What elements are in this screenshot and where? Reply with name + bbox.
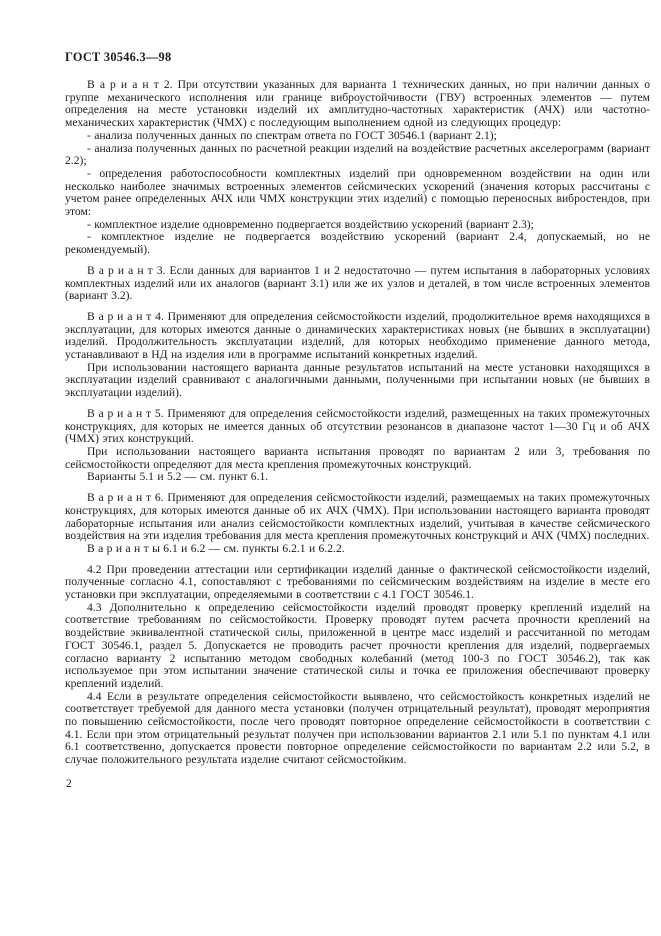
list-item-operability-check: - определения работоспособности комплектных изделий при одновременном воздействии на один или несколько наиболее значимых встроенных элементов сейсмических ускорений (значения которых рассчитаны с учетом ранее определенных АЧХ или ЧМХ конструкции этих изделий) с помощью переносных вибростендов, при этом: <box>65 166 650 219</box>
paragraph-variant-2: В а р и а н т 2. При отсутствии указанных для варианта 1 технических данных, но при наличии данных о группе механического исполнения или границе виброустойчивости (ГВУ) встроенных элементов — путем определения на месте установки изделий их амплитудно-частотных характеристик (АЧХ) или частотно-механических характеристик (ЧМХ) с последующим выполнением одной из следующих процедур: <box>65 78 650 130</box>
list-item-complete-unit-not-exposed: - комплектное изделие не подвергается воздействию ускорений (вариант 2.4, допускаемый, но не рекомендуемый). <box>65 230 650 257</box>
paragraph-clause-4-4: 4.4 Если в результате определения сейсмостойкости выявлено, что сейсмостойкость конкретных изделий не соответствует требуемой для данного места установки (получен отрицательный результат), проводят мероприятия по повышению сейсмостойкости, после чего проводят повторное определение сейсмостойкости в соответствии с 4.1. Если при этом отрицательный результат получен при использовании вариантов 2.1 или 5.1 по пунктам 4.1 или 6.1 соответственно, допускается провести повторное определение сейсмостойкости по вариантам 2.2 или 5.2, в случае положительного результата изделие считают сейсмостойким. <box>65 689 650 767</box>
paragraph-variant-5-note: При использовании настоящего варианта испытания проводят по вариантам 2 или 3, требования по сейсмостойкости определяют для места крепления промежуточных конструкций. <box>65 444 650 471</box>
paragraph-variant-4-note: При использовании настоящего варианта данные результатов испытаний на месте установки находящихся в эксплуатации изделий сравнивают с аналогичными данными, полученными при испытании новых (не бывших в эксплуатации изделий). <box>65 360 650 400</box>
paragraph-variants-5-1-5-2: Варианты 5.1 и 5.2 — см. пункт 6.1. <box>87 470 269 484</box>
page-number: 2 <box>66 777 72 790</box>
paragraph-variant-3: В а р и а н т 3. Если данных для вариантов 1 и 2 недостаточно — путем испытания в лабораторных условиях комплектных изделий или их аналогов (вариант 3.1) или же их узлов и деталей, в том числе встроенных элементов (вариант 3.2). <box>65 263 650 303</box>
document-number: ГОСТ 30546.3—98 <box>65 50 172 64</box>
paragraph-variants-6-1-6-2: В а р и а н т ы 6.1 и 6.2 — см. пункты 6.2.1 и 6.2.2. <box>87 541 345 555</box>
paragraph-variant-6: В а р и а н т 6. Применяют для определения сейсмостойкости изделий, размещаемых на таких промежуточных конструкциях, для которых имеются данные об их АЧХ (ЧМХ). При использовании настоящего варианта проводят лабораторные испытания или анализ сейсмостойкости комплектных изделий, учитывая в качестве сейсмического воздействия на эти изделия требования для места крепления промежуточных конструкций и АЧХ (ЧМХ) последних. <box>65 491 650 543</box>
paragraph-clause-4-3: 4.3 Дополнительно к определению сейсмостойкости изделий проводят проверку креплений изделий на соответствие требованиям по сейсмостойкости. Проверку проводят путем расчета прочности креплений на воздействие эквивалентной статической силы, приложенной в центре масс изделий и рассчитанной по методам ГОСТ 30546.1, раздел 5. Допускается не проводить расчет прочности крепления для изделий, подвергаемых согласно варианту 2 испытанию методом свободных колебаний (метод 100-3 по ГОСТ 30546.2), так как используемое при этом испытании значение статической силы и точка ее приложения обеспечивают проверку креплений изделий. <box>65 600 650 690</box>
list-item-complete-unit-exposed: - комплектное изделие одновременно подвергается воздействию ускорений (вариант 2.3); <box>87 217 534 231</box>
list-item-spectra-analysis: - анализа полученных данных по спектрам ответа по ГОСТ 30546.1 (вариант 2.1); <box>87 128 497 142</box>
paragraph-variant-4: В а р и а н т 4. Применяют для определения сейсмостойкости изделий, продолжительное время находящихся в эксплуатации, для которых имеются данные о динамических характеристиках новых (не бывших в эксплуатации) изделий. Продолжительность эксплуатации изделий, для которых необходимо применение данного метода, устанавливают в НД на изделия или в программе испытаний конкретных изделий. <box>65 309 650 362</box>
paragraph-clause-4-2: 4.2 При проведении аттестации или сертификации изделий данные о фактической сейсмостойкости изделий, полученные согласно 4.1, сопоставляют с требованиями по сейсмическим воздействиям на изделие в месте его установки при эксплуатации, определяемыми в соответствии с 4.1 ГОСТ 30546.1. <box>65 562 650 602</box>
paragraph-variant-5: В а р и а н т 5. Применяют для определения сейсмостойкости изделий, размещенных на таких промежуточных конструкциях, для которых не имеется данных об отсутствии резонансов в диапазоне частот 1—30 Гц и об АЧХ (ЧМХ) этих конструкций. <box>65 406 650 446</box>
list-item-accelerogram-analysis: - анализа полученных данных по расчетной реакции изделий на воздействие расчетных акселерограмм (вариант 2.2); <box>65 141 650 168</box>
